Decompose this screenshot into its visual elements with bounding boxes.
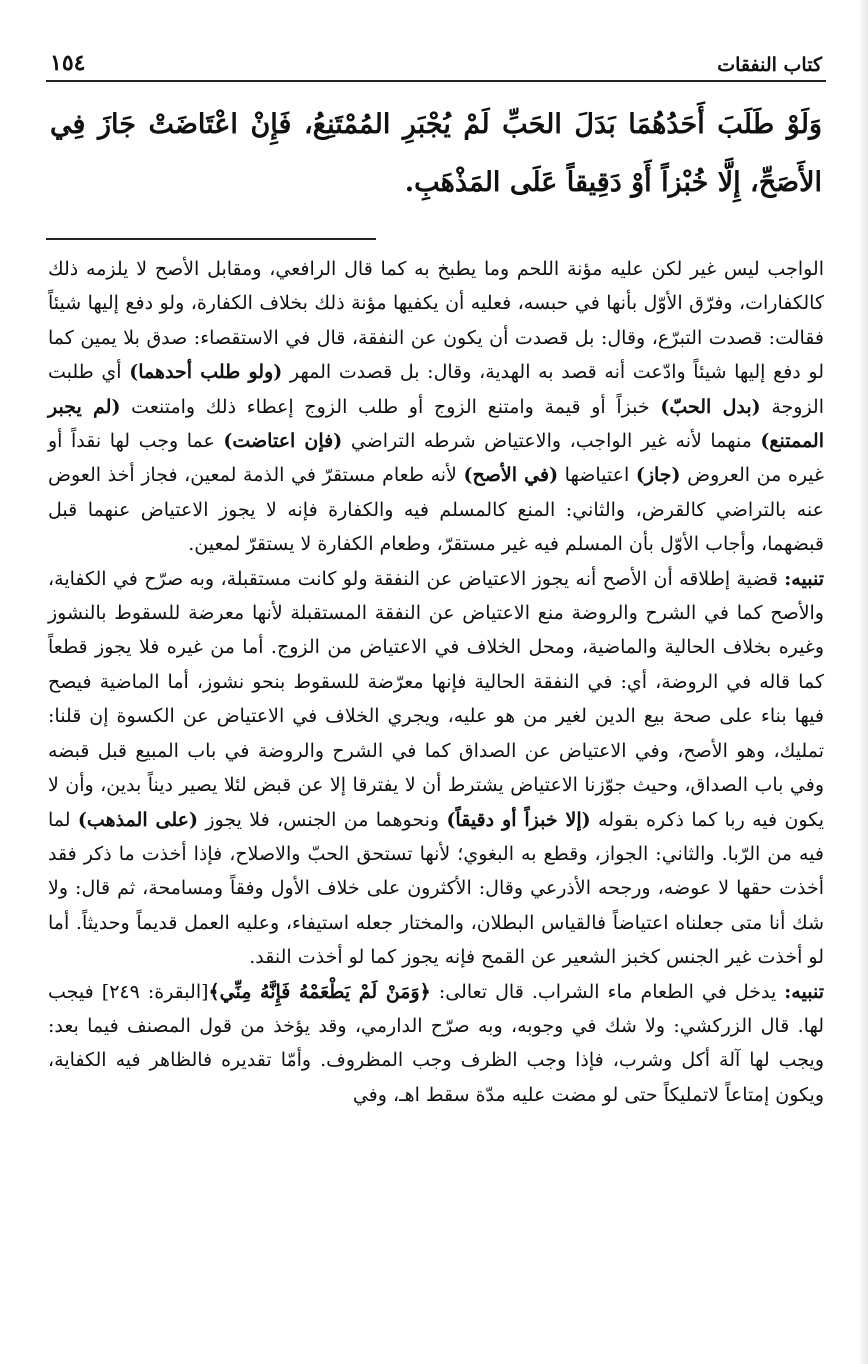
quran-verse: ﴿وَمَنْ لَمْ يَطْعَمْهُ فَإِنَّهُ مِنِّي﴾ — [208, 980, 431, 1003]
matn-separator — [46, 238, 376, 240]
sharh-text: اعتياضها — [558, 464, 636, 487]
sharh-text: لما فيه من الرّبا. والثاني: الجواز، وقطع به البغوي؛ لأنها تستحق الحبّ والاصلاح، فإذا أخذت ما ذكر فقد أخذت حقها لا عوضه، ورجحه الأذرعي وقال: الأكثرون على خلاف الأول وفقاً ومسامحة، ثم قال: ولا شك أنا متى جعلناه اعتياضاً فالقياس البطلان، والمختار جعله استيفاء، وعليه العمل قديماً وحديثاً. أما لو أخذت غير الجنس كخبز الشعير عن القمح فإنه يجوز كما لو أخذت النقد. — [48, 808, 824, 969]
matn-quote: (على المذهب) — [77, 808, 198, 831]
sharh-paragraph-2 — [48, 562, 824, 975]
page-edge-shadow — [858, 0, 868, 1364]
sharh-text: عما وجب لها نقداً أو غيره من العروض — [48, 430, 824, 487]
page-number: ١٥٤ — [50, 50, 86, 76]
sharh-body — [46, 252, 826, 1112]
sharh-text: الواجب ليس غير لكن عليه مؤنة اللحم وما يطبخ به كما قال الرافعي، ومقابل الأصح لا يلزمه ذلك كالكفارات، وفرّق الأوّل بأنها في حبسه، فعليه أن يكفيها مؤنة ذلك بخلاف الكفارة، ولو دفع إليها شيئاً فقالت: قصدت التبرّع، وقال: بل قصدت أن يكون عن النفقة، قال في الاستقصاء: صدق بلا يمين كما لو دفع إليها شيئاً وادّعت أنه قصد به الهدية، وقال: بل قصدت المهر — [48, 258, 824, 384]
separator-wrap — [46, 212, 826, 252]
matn-quote: (فإن اعتاضت) — [223, 430, 343, 453]
matn-text: وَلَوْ طَلَبَ أَحَدُهُمَا بَدَلَ الحَبِّ لَمْ يُجْبَرِ المُمْتَنِعُ، فَإِنْ اعْتَاضَتْ جَازَ فِي الأَصَحِّ، إِلَّا خُبْزاً أَوْ دَقِيقاً عَلَى المَذْهَبِ. — [50, 109, 822, 198]
matn-quote: (بدل الحبّ) — [660, 395, 761, 418]
tanbih-label: تنبيه: — [784, 980, 824, 1003]
sharh-text: [البقرة: ٢٤٩] فيجب لها. قال الزركشي: ولا شك في وجوبه، وبه صرّح الدارمي، وقد يؤخذ من قول المصنف فيما بعد: ويجب لها آلة أكل وشرب، فإذا وجب الظرف وجب المظروف. وأمّا تقديره فالظاهر فيه الكفاية، ويكون إمتاعاً لاتمليكاً حتى لو مضت عليه مدّة سقط اهـ، وفي — [48, 980, 824, 1106]
matn-quote: (إلا خبزاً أو دقيقاً) — [446, 808, 591, 831]
sharh-text: قضية إطلاقه أن الأصح أنه يجوز الاعتياض عن النفقة ولو كانت مستقبلة، وبه صرّح في الكفاية، والأصح كما في الشرح والروضة منع الاعتياض عن النفقة المستقبلة لأنها معرضة للسقوط بالنشوز وغيره بخلاف الحالية والماضية، ومحل الخلاف في الاعتياض من الزوج. أما من غيره فلا يجوز قطعاً كما قاله في الروضة، أي: في النفقة الحالية فإنها معرّضة للسقوط بنحو نشوز، أما الماضية فيصح فيها بناء على صحة بيع الدين لغير من هو عليه، ويجري الخلاف في الاعتياض عن الكسوة إن قلنا: تمليك، وهو الأصح، وفي الاعتياض عن الصداق كما في الشرح والروضة في باب المبيع قبل قبضه وفي باب الصداق، وحيث جوّزنا الاعتياض يشترط أن لا يفترقا إلا عن قبض لئلا يصير ديناً بدين، وأن لا يكون فيه ربا كما ذكره بقوله — [48, 567, 825, 831]
sharh-paragraph-1 — [48, 252, 824, 562]
tanbih-label: تنبيه: — [784, 567, 824, 590]
sharh-text: يدخل في الطعام ماء الشراب. قال تعالى: — [430, 980, 785, 1003]
sharh-text: أي طلبت الزوجة — [48, 361, 824, 418]
matn-quote: (في الأصح) — [463, 464, 559, 487]
page-header — [46, 48, 826, 82]
sharh-text: خبزاً أو قيمة وامتنع الزوج أو طلب الزوج إعطاء ذلك وامتنعت — [120, 395, 661, 418]
matn-quote: (لم يجبر الممتنع) — [48, 395, 824, 453]
sharh-paragraph-3 — [48, 975, 824, 1113]
sharh-text: ونحوهما من الجنس، فلا يجوز — [198, 808, 447, 831]
matn-quote: (جاز) — [635, 464, 681, 487]
sharh-text: منهما لأنه غير الواجب، والاعتياض شرطه التراضي — [342, 430, 761, 453]
sharh-text: لأنه طعام مستقرّ في الذمة لمعين، فجاز أخذ العوض عنه بالتراضي كالقرض، والثاني: المنع كالمسلم فيه والكفارة فإنه لا يجوز الاعتياض عنهما قبل قبضهما، وأجاب الأوّل بأن المسلم فيه غير مستقرّ، وطعام الكفارة لا يستقرّ لمعين. — [48, 464, 824, 556]
matn-quote: (ولو طلب أحدهما) — [129, 361, 283, 384]
book-title: كتاب النفقات — [717, 54, 822, 76]
